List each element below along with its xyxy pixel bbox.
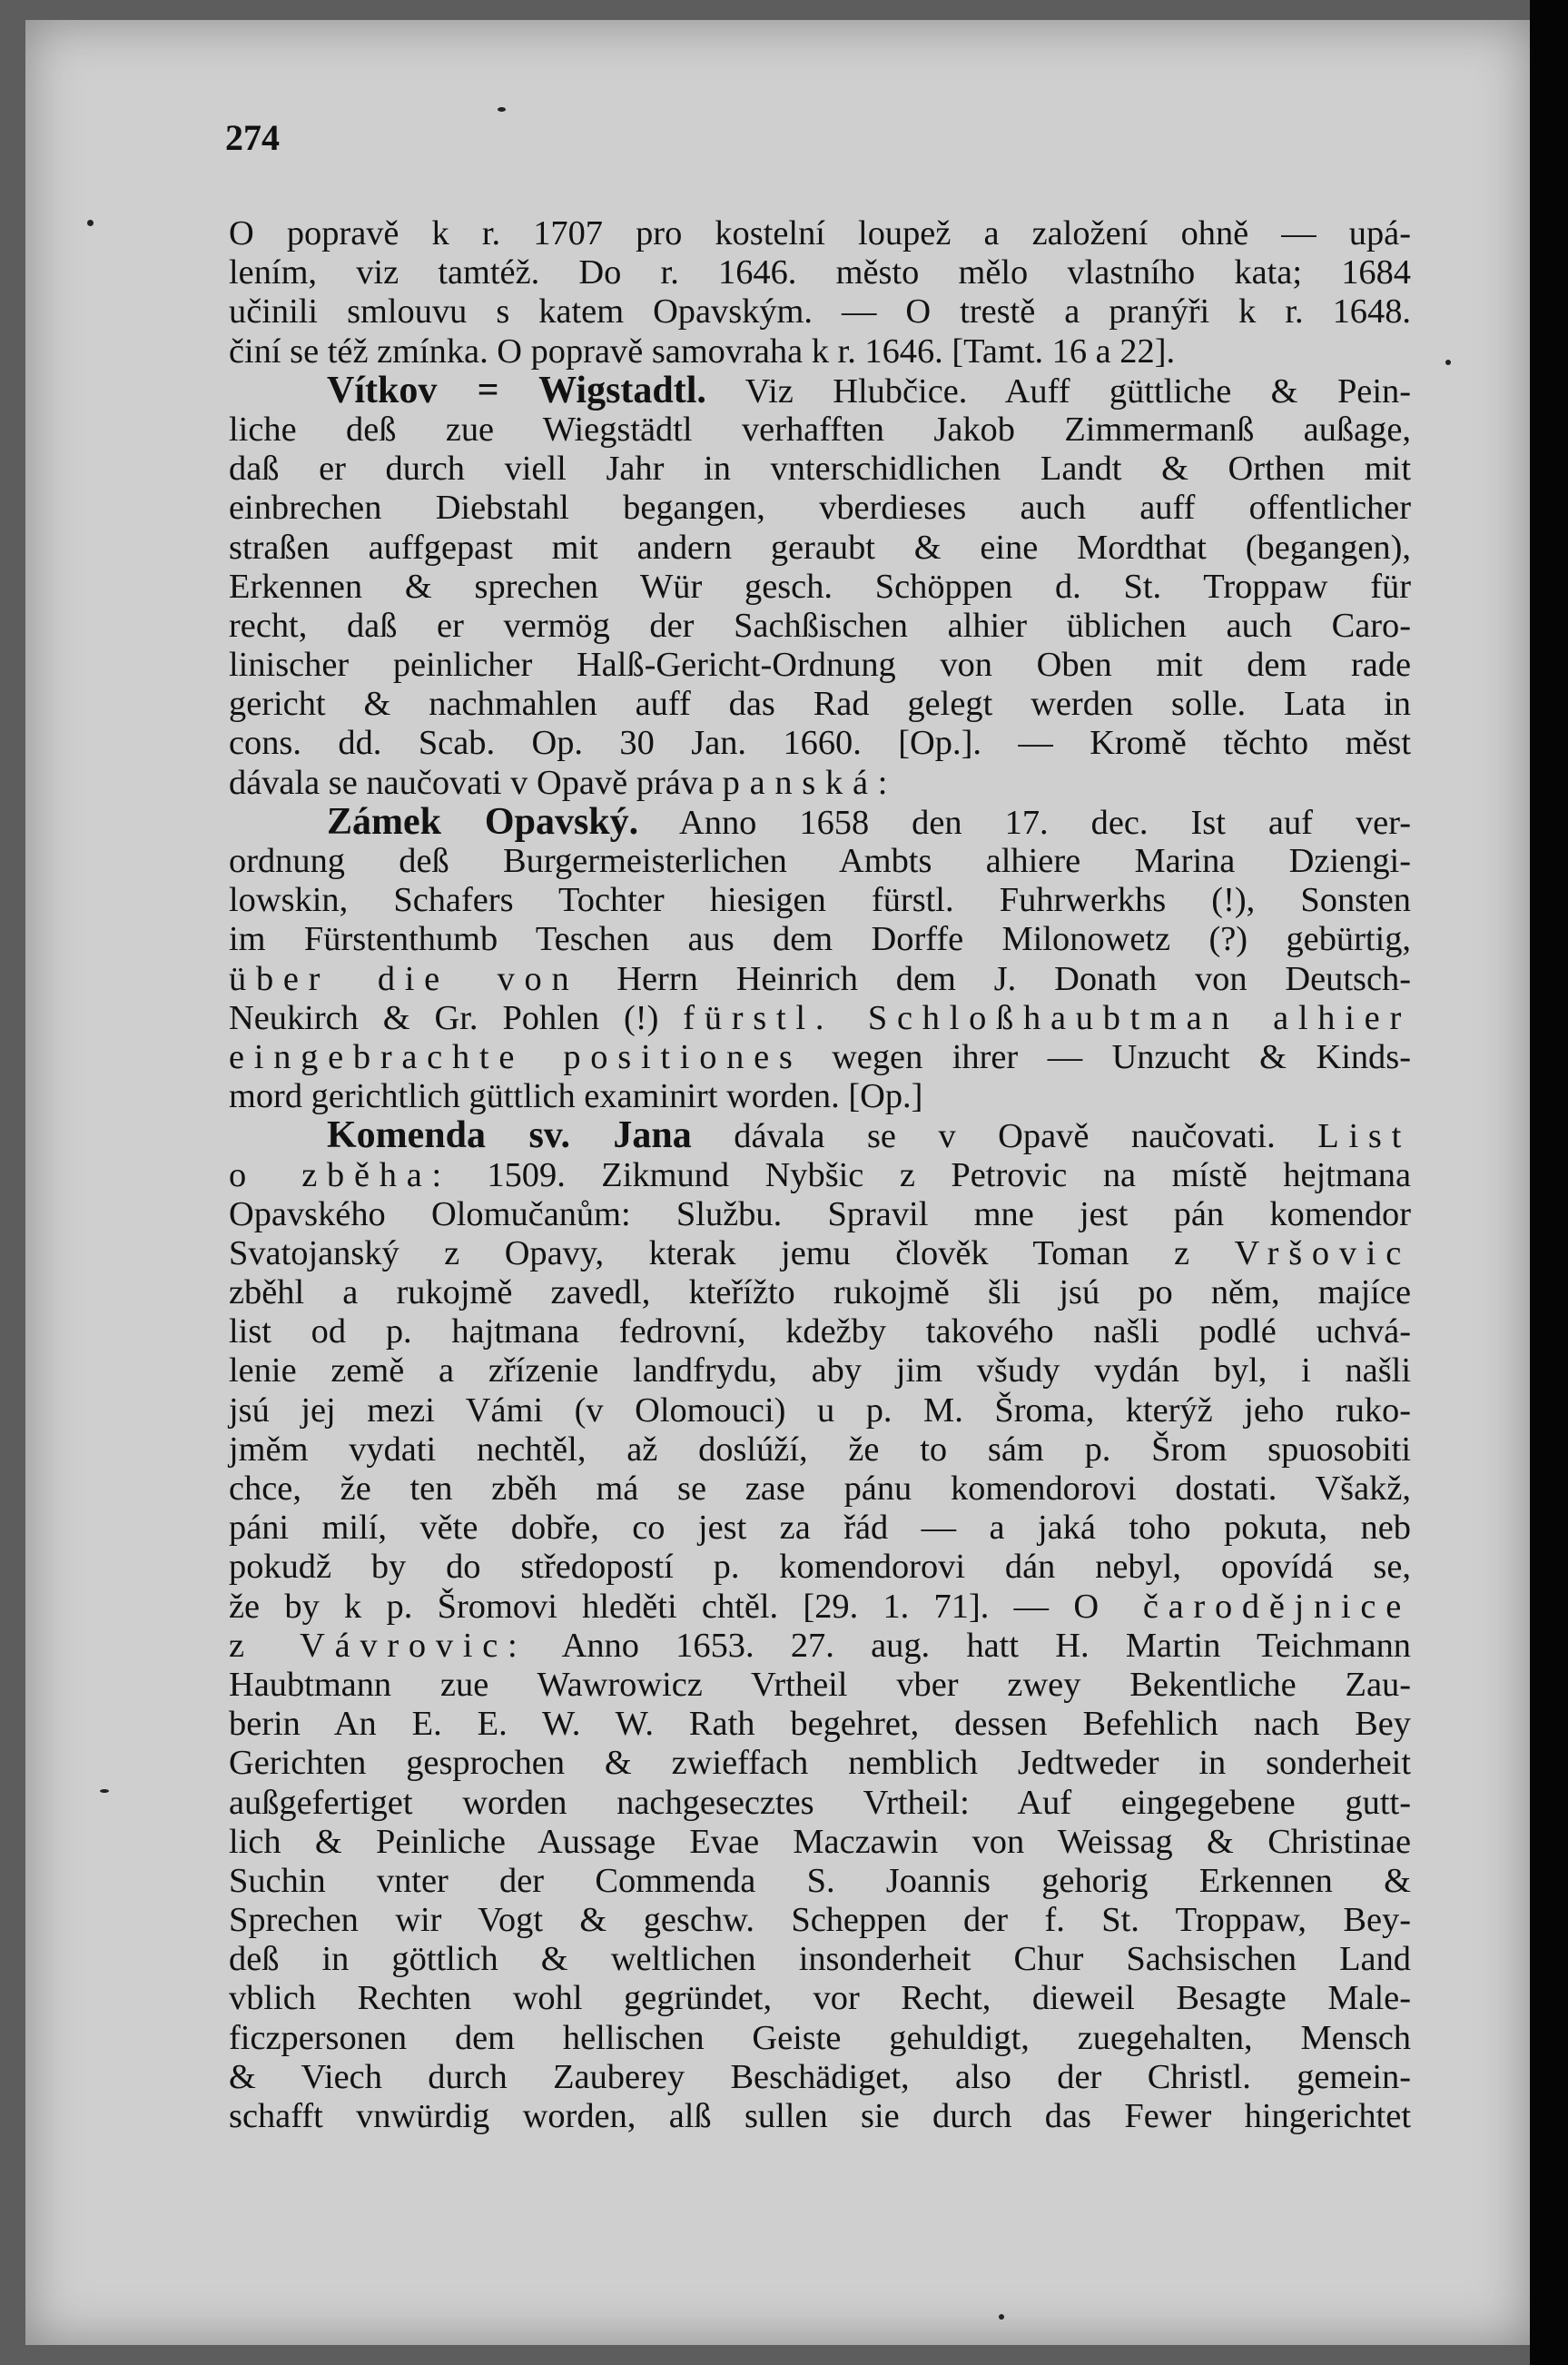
text-segment: über die von [229,959,579,998]
text-segment: eingebrachte positiones [229,1037,803,1076]
scan-speck [100,1789,109,1793]
text-line [229,253,1411,292]
text-line [229,960,1411,999]
text-segment: fürstl. Schloßhaubtman alhier [683,998,1411,1037]
text-segment: dávala se naučovati v Opavě práva [229,763,723,802]
text-line [229,411,1411,450]
text-segment: Svatojanský z Opavy, kterak jemu člověk Toman z [229,1233,1235,1272]
text-segment: Opavského Olomučanům: Službu. Spravil mne jest pán komendor [229,1194,1411,1233]
text-line [229,1038,1411,1077]
text-line [229,800,1411,843]
scan-speck [999,2314,1004,2320]
text-segment: mord gerichtlich güttlich examinirt worden. [Op.] [229,1077,923,1116]
text-segment: deß in göttlich & weltlichen insonderheit Chur Sachsischen Land [229,1940,1411,1979]
text-line [229,1744,1411,1783]
entry-heading: Zámek Opavský. [327,800,639,843]
text-line [229,1901,1411,1940]
scan-speck [1445,360,1451,365]
text-line [229,607,1411,646]
text-segment: O popravě k r. 1707 pro kostelní loupež a založení ohně — upá- [229,214,1411,252]
text-line [229,1077,1411,1116]
text-segment: Anno 1658 den 17. dec. Ist auf ver- [638,803,1411,842]
text-segment: z Vávrovic: [229,1626,528,1665]
text-segment: Anno 1653. 27. aug. hatt H. Martin Teichmann [527,1626,1411,1665]
text-line [229,2097,1411,2136]
text-line [229,1862,1411,1901]
text-segment: außgefertiget worden nachgeseсztes Vrtheil: Auf eingegebene gutt- [229,1783,1411,1822]
text-line [229,489,1411,528]
text-line [229,1391,1411,1430]
text-line [229,881,1411,920]
text-segment: jměm vydati nechtěl, až doslúží, že to sám p. Šrom spuosobiti [229,1430,1411,1469]
text-line [229,920,1411,959]
entry-heading: Komenda sv. Jana [327,1114,692,1157]
text-line [229,1430,1411,1469]
text-segment: učinili smlouvu s katem Opavským. — O trestě a pranýři k r. 1648. [229,292,1411,331]
text-segment: cons. dd. Scab. Op. 30 Jan. 1660. [Op.]. — Kromě těchto měst [229,724,1411,763]
text-segment: panská [722,763,878,802]
page-number: 274 [225,117,280,158]
scan-speck [498,107,506,112]
text-segment: lich & Peinliche Aussage Evae Maczawin von Weissag & Christinae [229,1822,1411,1861]
text-line [229,1823,1411,1862]
body-text [229,214,1411,2136]
text-line [229,1627,1411,1666]
text-line [229,332,1411,371]
text-line [229,1588,1411,1627]
text-line [229,1351,1411,1390]
text-line [229,1705,1411,1744]
text-line [229,1312,1411,1351]
text-segment: schafft vnwürdig worden, alß sullen sie durch das Fewer hingerichtet [229,2097,1411,2135]
text-segment: 1509. Zikmund Nybšic z Petrovic na místě hejtmana [450,1155,1411,1194]
text-segment: gericht & nachmahlen auff das Rad gelegt werden solle. Lata in [229,685,1411,724]
text-segment: ficzpersonen dem hellischen Geiste gehuldigt, zuegehalten, Mensch [229,2018,1411,2057]
text-segment: Suchin vnter der Commenda S. Joannis gehorig Erkennen & [229,1861,1411,1900]
text-segment: ordnung deß Burgermeisterlichen Ambts alhiere Marina Dziengi- [229,842,1411,880]
text-segment: o zběha: [229,1155,451,1194]
text-line [229,1273,1411,1312]
text-line [229,1509,1411,1548]
text-segment: & Viech durch Zauberey Beschädiget, also der Christl. gemein- [229,2057,1411,2096]
text-line [229,568,1411,607]
text-line [229,1156,1411,1195]
text-segment: list od p. hajtmana fedrovní, kdežby takového našli podlé uchvá- [229,1312,1411,1351]
text-line [229,2058,1411,2097]
text-segment: einbrechen Diebstahl begangen, vberdieses auch auff offentlicher [229,489,1411,528]
text-line [229,1784,1411,1823]
text-line [229,1548,1411,1587]
text-line [229,2019,1411,2058]
text-segment: pokudž by do středopostí p. komendorovi dán nebyl, opovídá se, [229,1548,1411,1587]
text-line [229,529,1411,568]
text-line [229,214,1411,253]
text-segment: List [1317,1117,1411,1156]
text-segment: vblich Rechten wohl gegründet, vor Recht, dieweil Besagte Male- [229,1979,1411,2018]
text-line [229,1116,1411,1155]
text-line [229,646,1411,685]
text-segment: Herrn Heinrich dem J. Donath von Deutsch- [578,959,1411,998]
text-segment: : [877,763,888,802]
text-segment: lením, viz tamtéž. Do r. 1646. město mělo vlastního kata; 1684 [229,253,1411,292]
text-segment: Haubtmann zue Wawrowicz Vrtheil vber zwey Bekentliche Zau- [229,1665,1411,1704]
text-segment: im Fürstenthumb Teschen aus dem Dorffe Milonowetz (?) gebürtig, [229,920,1411,959]
text-line [229,1979,1411,2018]
text-segment: recht, daß er vermög der Sachßischen alhier üblichen auch Caro- [229,606,1411,645]
text-line [229,1940,1411,1979]
text-line [229,999,1411,1038]
text-line [229,842,1411,881]
text-segment: že by k p. Šromovi hleděti chtěl. [29. 1. 71]. — [229,1587,1074,1626]
text-line [229,1666,1411,1705]
text-segment: zběhl a rukojmě zavedl, kteřížto rukojmě šli jsú po něm, majíce [229,1273,1411,1312]
text-segment: páni milí, věte dobře, co jest za řád — a jaká toho pokuta, neb [229,1509,1411,1548]
text-segment: Vršovic [1234,1233,1411,1272]
text-line [229,450,1411,489]
text-segment: Neukirch & Gr. Pohlen (!) [229,998,684,1037]
text-segment: Sprechen wir Vogt & geschw. Scheppen der f. St. Troppaw, Bey- [229,1901,1411,1940]
text-segment: wegen ihrer — Unzucht & Kinds- [802,1037,1411,1076]
text-segment: liche deß zue Wiegstädtl verhafften Jakob Zimmermanß außage, [229,410,1411,449]
text-segment: linischer peinlicher Halß-Gericht-Ordnung von Oben mit dem rade [229,646,1411,685]
text-line [229,1234,1411,1273]
text-line [229,724,1411,763]
entry-heading: Vítkov = Wigstadtl. [327,369,706,411]
scan-edge-shadow [1530,0,1568,2365]
text-segment: lowskin, Schafers Tochter hiesigen fürstl. Fuhrwerkhs (!), Sonsten [229,881,1411,920]
text-segment: dávala se v Opavě naučovati. [691,1117,1318,1156]
text-line [229,685,1411,724]
text-segment: Gerichten gesprochen & zwieffach nemblich Jedtweder in sonderheit [229,1744,1411,1783]
text-segment: daß er durch viell Jahr in vnterschidlichen Landt & Orthen mit [229,450,1411,489]
text-line [229,1469,1411,1509]
text-line [229,1195,1411,1234]
text-line [229,292,1411,331]
text-segment: berin An E. E. W. W. Rath begehret, dessen Befehlich nach Bey [229,1705,1411,1744]
text-segment: O čarodějnice [1073,1587,1412,1626]
text-segment: jsú jej mezi Vámi (v Olomouci) u p. M. Šroma, kterýž jeho ruko- [229,1390,1411,1430]
text-segment: Viz Hlubčice. Auff güttliche & Pein- [705,371,1411,411]
text-line [229,371,1411,411]
text-segment: činí se též zmínka. O popravě samovraha k r. 1646. [Tamt. 16 a 22]. [229,331,1176,371]
text-segment: Erkennen & sprechen Wür gesch. Schöppen d. St. Troppaw für [229,567,1411,606]
text-segment: straßen auffgepast mit andern geraubt & eine Mordthat (begangen), [229,528,1411,567]
text-segment: lenie země a zřízenie landfrydu, aby jim všudy vydán byl, i našli [229,1351,1411,1390]
text-line [229,764,1411,803]
scan-speck [87,220,94,226]
text-segment: chce, že ten zběh má se zase pánu komendorovi dostati. Všakž, [229,1469,1411,1508]
